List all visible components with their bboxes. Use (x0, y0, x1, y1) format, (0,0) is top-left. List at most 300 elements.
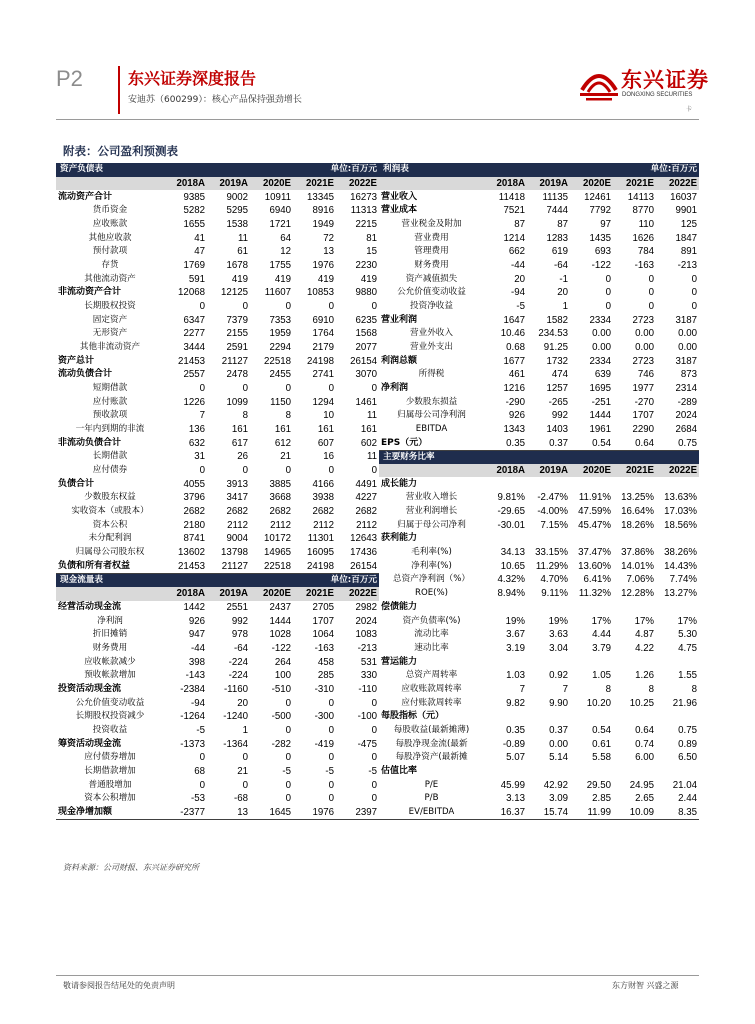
row-label: 成长能力 (381, 478, 418, 489)
row-label: 营业利润增长 (405, 506, 458, 517)
year-label: 2019A (527, 177, 570, 191)
row-label: 应付债券增加 (84, 752, 136, 763)
cell-value (484, 477, 527, 491)
table-row (56, 450, 379, 464)
table-row (379, 341, 699, 355)
table-row (56, 806, 379, 820)
cell-value: 22518 (250, 559, 293, 573)
cell-value: 1.55 (678, 670, 698, 682)
cell-value: 617 (231, 437, 248, 449)
cell-value: 1961 (589, 424, 612, 436)
row-label: 现金净增加额 (56, 806, 164, 820)
cell-value: 0 (328, 724, 334, 736)
cell-value: 4.44 (592, 629, 612, 641)
row-label: 长期借款增加 (84, 765, 136, 776)
appendix-title: 附表：公司盈利预测表 (63, 144, 178, 158)
section-title: 利润表 (379, 163, 570, 177)
table-row (379, 532, 699, 546)
cell-value: 1721 (269, 219, 291, 231)
cell-value: 10853 (307, 287, 334, 299)
cell-value: 2455 (269, 369, 291, 381)
cell-value: 24198 (293, 559, 336, 573)
cell-value: 21453 (164, 559, 207, 573)
cell-value: 87 (557, 219, 569, 231)
table-row (56, 300, 379, 314)
cell-value: 17% (677, 615, 698, 627)
cell-value: 0 (371, 383, 378, 395)
cell-value: 0 (691, 301, 698, 313)
cell-value: 4055 (183, 478, 205, 490)
table-row (379, 642, 699, 656)
cell-value: 11.32% (578, 588, 612, 600)
cell-value: 11 (237, 232, 248, 244)
cell-value: -270 (634, 396, 655, 408)
cell-value: 22518 (264, 355, 291, 367)
cell-value (527, 601, 570, 615)
cell-value (527, 765, 570, 779)
cell-value: 1214 (503, 232, 525, 244)
cell-value: 1655 (183, 219, 205, 231)
cell-value: 0 (328, 779, 334, 791)
table-row (379, 806, 699, 820)
row-label: 预付款项 (92, 246, 128, 257)
cell-value: 11313 (350, 205, 378, 217)
cell-value: 0 (199, 779, 205, 791)
cell-value: 1847 (675, 232, 698, 244)
cell-value: 81 (366, 232, 378, 244)
cell-value: 3913 (226, 478, 248, 490)
cell-value: 0.54 (592, 724, 612, 736)
row-label: 净利润 (97, 615, 123, 626)
cell-value: 2437 (269, 601, 291, 613)
table-row (379, 477, 699, 491)
table-row (56, 792, 379, 806)
cell-value: 0 (199, 301, 205, 313)
row-label: 归属母公司股东权 (75, 547, 145, 558)
row-label: 归属于母公司净利 (397, 519, 466, 530)
cell-value: -100 (357, 711, 378, 723)
cell-value: 61 (237, 246, 248, 258)
cell-value: 8.94% (497, 588, 525, 600)
cell-value: 2024 (675, 410, 698, 422)
table-row (56, 286, 379, 300)
cell-value: 632 (188, 437, 205, 449)
row-label: ROE(%) (414, 588, 449, 599)
cell-value: 0 (199, 752, 205, 764)
table-row (56, 614, 379, 628)
table-row (379, 696, 699, 710)
cell-value: 87 (514, 219, 525, 231)
cell-value: 1 (562, 301, 569, 313)
cell-value: 0 (328, 465, 334, 477)
cell-value: 2334 (589, 355, 612, 367)
year-row-spacer (379, 177, 484, 191)
cell-value: 11.29% (535, 560, 569, 572)
cell-value: 0 (371, 724, 378, 736)
cell-value: 0 (285, 779, 291, 791)
cell-value: 11 (366, 410, 378, 422)
cell-value: 461 (508, 369, 525, 381)
cell-value: -53 (190, 793, 205, 805)
row-label: P/E (424, 779, 439, 790)
table-row (56, 724, 379, 738)
cell-value: 978 (231, 629, 248, 641)
table-row (56, 737, 379, 751)
cell-value: 9.81% (497, 492, 525, 504)
cell-value (613, 765, 656, 779)
table-row (379, 423, 699, 437)
table-row (379, 286, 699, 300)
cell-value (570, 532, 613, 546)
table-row (379, 218, 699, 232)
cell-value: 8 (242, 410, 248, 422)
cell-value: 458 (317, 656, 334, 668)
cell-value: 1028 (269, 629, 291, 641)
cell-value: -2377 (164, 806, 207, 820)
cell-value: 0 (371, 697, 378, 709)
cell-value: 33.15% (535, 547, 569, 559)
row-label: 总资产净利润（%） (393, 574, 470, 585)
cell-value: 161 (231, 424, 248, 436)
cell-value: 14113 (627, 191, 655, 203)
cell-value: 18.26% (621, 519, 655, 531)
row-label: 营业外收入 (410, 328, 453, 339)
cell-value: -68 (233, 793, 248, 805)
table-row (379, 724, 699, 738)
cell-value: 26154 (336, 559, 379, 573)
cell-value: -1264 (180, 711, 205, 723)
cell-value: 7353 (269, 314, 291, 326)
year-label: 2020E (570, 464, 613, 478)
section-title: 现金流量表 (56, 573, 250, 587)
year-row-spacer (379, 464, 484, 478)
year-label: 2018A (484, 177, 527, 191)
cell-value: 7.15% (540, 519, 569, 531)
table-row (56, 368, 379, 382)
row-label: 公允价值变动收益 (75, 697, 145, 708)
cell-value: -5 (516, 301, 525, 313)
row-label: 长期股权投资 (84, 301, 136, 312)
cell-value: 1.05 (592, 670, 612, 682)
cell-value: 1.03 (506, 670, 525, 682)
cell-value: 17.03% (664, 506, 698, 518)
cell-value: 11 (366, 451, 378, 463)
cell-value (484, 532, 527, 546)
cell-value: 1150 (270, 396, 291, 408)
cell-value: 21.04 (672, 779, 698, 791)
year-label: 2021E (293, 587, 336, 601)
cell-value: 0.00 (635, 328, 655, 340)
row-label: 营运能力 (381, 656, 418, 667)
cell-value: 8 (648, 683, 655, 695)
cell-value: 13.27% (664, 588, 698, 600)
cell-value: 21127 (221, 355, 248, 367)
cell-value: 12125 (221, 287, 248, 299)
cell-value: -419 (314, 738, 334, 750)
year-label: 2022E (336, 177, 379, 191)
cell-value: 1976 (312, 260, 334, 272)
cell-value: 11607 (264, 287, 291, 299)
unit-label: 单位:百万元 (250, 573, 379, 587)
cell-value: 2551 (226, 601, 248, 613)
table-row (379, 382, 699, 396)
cell-value: 7 (199, 410, 205, 422)
cell-value: 21.96 (672, 697, 698, 709)
table-row (56, 751, 379, 765)
cell-value: -64 (233, 642, 248, 654)
table-row (379, 669, 699, 683)
cell-value: 3.63 (549, 629, 569, 641)
cell-value: 4227 (355, 492, 378, 504)
cell-value: -44 (510, 260, 525, 272)
cell-value: 11301 (307, 533, 334, 545)
table-row (379, 518, 699, 532)
cell-value: -224 (228, 670, 248, 682)
row-label: 预收款项 (92, 410, 128, 421)
row-label: 速动比率 (414, 642, 449, 653)
cell-value (570, 477, 613, 491)
row-label: 营业税金及附加 (401, 219, 462, 230)
cell-value: 1283 (546, 232, 569, 244)
cell-value: 13798 (221, 547, 248, 559)
table-row (379, 614, 699, 628)
cell-value: 1582 (546, 314, 569, 326)
year-label: 2021E (613, 177, 656, 191)
row-label: 投资收益 (92, 724, 128, 735)
row-label: 管理费用 (414, 246, 449, 257)
cell-value: 2682 (355, 506, 378, 518)
financial-table-right (379, 163, 699, 820)
table-row (56, 382, 379, 396)
row-label: 总资产周转率 (405, 670, 458, 681)
cell-value: 16095 (307, 547, 334, 559)
cell-value: 0 (328, 697, 334, 709)
cell-value: 0 (242, 752, 248, 764)
cell-value: 12.28% (621, 588, 655, 600)
cell-value: 72 (323, 232, 334, 244)
cell-value: 12461 (584, 191, 612, 203)
cell-value: 24.95 (629, 779, 655, 791)
year-header-row (379, 464, 699, 478)
table-row (56, 436, 379, 450)
cell-value: 10.25 (629, 697, 655, 709)
cell-value: 31 (194, 451, 205, 463)
cell-value: 6235 (355, 314, 378, 326)
row-label: 存货 (101, 260, 119, 271)
cell-value: 15.74 (527, 806, 570, 820)
cell-value: 5.58 (592, 752, 612, 764)
cell-value (527, 655, 570, 669)
cell-value: -5 (325, 765, 334, 777)
row-label: 经营活动现金流 (58, 601, 122, 612)
cell-value: 1568 (355, 328, 378, 340)
row-label: 未分配利润 (88, 533, 132, 544)
cell-value: -290 (505, 396, 525, 408)
cell-value: -265 (548, 396, 569, 408)
cell-value: 0.54 (570, 436, 613, 450)
cell-value (484, 765, 527, 779)
cell-value: 19% (548, 615, 569, 627)
cell-value: 10.09 (613, 806, 656, 820)
cell-value: 10 (323, 410, 334, 422)
cell-value: 2982 (355, 601, 378, 613)
cell-value: 10.20 (586, 697, 612, 709)
row-label: 负债和所有者权益 (56, 559, 164, 573)
cell-value: -5 (196, 724, 205, 736)
cell-value: 0 (691, 287, 698, 299)
cell-value: 0 (371, 301, 378, 313)
cell-value: 6.50 (678, 752, 698, 764)
table-row (379, 259, 699, 273)
cell-value: 14.01% (621, 560, 655, 572)
cell-value: 0 (691, 273, 698, 285)
cell-value: 2314 (675, 383, 698, 395)
cell-value: 1732 (546, 355, 569, 367)
cell-value (656, 710, 699, 724)
cell-value: 4.70% (540, 574, 569, 586)
cell-value: 1064 (312, 629, 334, 641)
cell-value: -143 (185, 670, 205, 682)
cell-value: 1083 (355, 629, 378, 641)
cell-value: -64 (554, 260, 569, 272)
cell-value: 602 (360, 437, 378, 449)
table-row (56, 272, 379, 286)
cell-value: 42.92 (543, 779, 569, 791)
cell-value: 2.65 (635, 793, 655, 805)
cell-value: 0.00 (678, 342, 698, 354)
cell-value: 0 (328, 301, 334, 313)
cell-value: 1755 (269, 260, 291, 272)
cell-value: 2705 (312, 601, 334, 613)
cell-value: -1240 (223, 711, 248, 723)
cell-value: 161 (317, 424, 334, 436)
logo-english-text: DONGXING SECURITIES (622, 92, 693, 98)
row-label: 净利润 (381, 383, 409, 394)
cell-value: 2334 (589, 314, 612, 326)
cell-value: 16273 (350, 191, 378, 203)
cell-value: 6347 (183, 314, 205, 326)
cell-value: 2294 (269, 342, 291, 354)
table-row (56, 313, 379, 327)
cell-value: -1364 (223, 738, 248, 750)
cell-value: 419 (274, 273, 291, 285)
cell-value: 13 (323, 246, 334, 258)
cell-value: -0.89 (502, 738, 525, 750)
cell-value: 37.86% (621, 547, 655, 559)
cell-value: 2397 (336, 806, 379, 820)
cell-value: 26 (237, 451, 248, 463)
row-label: 流动资产合计 (58, 191, 113, 202)
page-number: P2 (56, 66, 83, 91)
row-label: EPS（元） (379, 436, 484, 450)
cell-value: 16 (323, 451, 334, 463)
cell-value: 6940 (269, 205, 291, 217)
cell-value: 0.37 (549, 724, 569, 736)
cell-value: 0 (242, 779, 248, 791)
cell-value (527, 477, 570, 491)
cell-value: 5282 (183, 205, 205, 217)
row-label: 财务费用 (414, 260, 449, 271)
cell-value: 0 (328, 793, 334, 805)
cell-value: 2215 (355, 219, 378, 231)
table-row (56, 231, 379, 245)
table-row (56, 204, 379, 218)
cell-value: 0 (199, 383, 205, 395)
cell-value: 2591 (226, 342, 248, 354)
cell-value: 619 (551, 246, 569, 258)
cell-value: 3.67 (506, 629, 525, 641)
table-row (56, 669, 379, 683)
cell-value: 21 (237, 765, 248, 777)
cell-value: 0.75 (678, 724, 698, 736)
cell-value: 2723 (632, 314, 655, 326)
cell-value: -29.65 (497, 506, 525, 518)
cell-value: 0 (285, 793, 291, 805)
cell-value: 13345 (307, 191, 334, 203)
cell-value: 0 (328, 752, 334, 764)
cell-value: 0.61 (592, 738, 612, 750)
cell-value: 3.04 (549, 642, 569, 654)
row-label: 非流动资产合计 (58, 287, 122, 298)
cell-value (484, 710, 527, 724)
cell-value: 11418 (498, 191, 525, 203)
cell-value: 161 (274, 424, 291, 436)
year-label: 2021E (613, 464, 656, 478)
cell-value: 34.13 (500, 547, 525, 559)
row-label: 应付账款 (92, 396, 128, 407)
cell-value: 16037 (670, 191, 698, 203)
row-label: 流动比率 (414, 629, 449, 640)
financial-table-left (56, 163, 379, 820)
table-row (56, 532, 379, 546)
row-label: 应收帐款减少 (84, 656, 136, 667)
cell-value: 0 (285, 301, 291, 313)
table-row (379, 300, 699, 314)
cell-value: 17436 (350, 547, 378, 559)
table-row (379, 368, 699, 382)
cell-value: 591 (188, 273, 205, 285)
cell-value: 1.26 (635, 670, 655, 682)
cell-value: 2277 (183, 328, 205, 340)
cell-value: 1677 (503, 355, 525, 367)
row-label: 少数股东损益 (405, 396, 458, 407)
cell-value: 0 (648, 287, 655, 299)
cell-value: -30.01 (497, 519, 525, 531)
cell-value: 607 (317, 437, 334, 449)
cell-value: 1099 (226, 396, 248, 408)
cell-value: 4.87 (635, 629, 655, 641)
row-label: 应收账款 (92, 219, 128, 230)
cell-value: 13 (207, 806, 250, 820)
cell-value: 11.91% (578, 492, 612, 504)
cell-value: -213 (357, 642, 378, 654)
row-label: 每股净现金流(最新 (395, 738, 468, 749)
table-row (379, 245, 699, 259)
cell-value: 13.63% (664, 492, 698, 504)
cell-value: 0.68 (506, 342, 525, 354)
cell-value: 41 (194, 232, 205, 244)
cell-value: 2682 (312, 506, 334, 518)
cell-value: 7379 (226, 314, 248, 326)
table-row (379, 505, 699, 519)
cell-value: 45.47% (578, 519, 612, 531)
row-label: 投资净收益 (410, 301, 453, 312)
cell-value: 0.00 (635, 342, 655, 354)
cell-value: 3.09 (549, 793, 569, 805)
cell-value: 474 (551, 369, 569, 381)
cell-value: 8916 (312, 205, 334, 217)
cell-value: 3187 (675, 314, 698, 326)
